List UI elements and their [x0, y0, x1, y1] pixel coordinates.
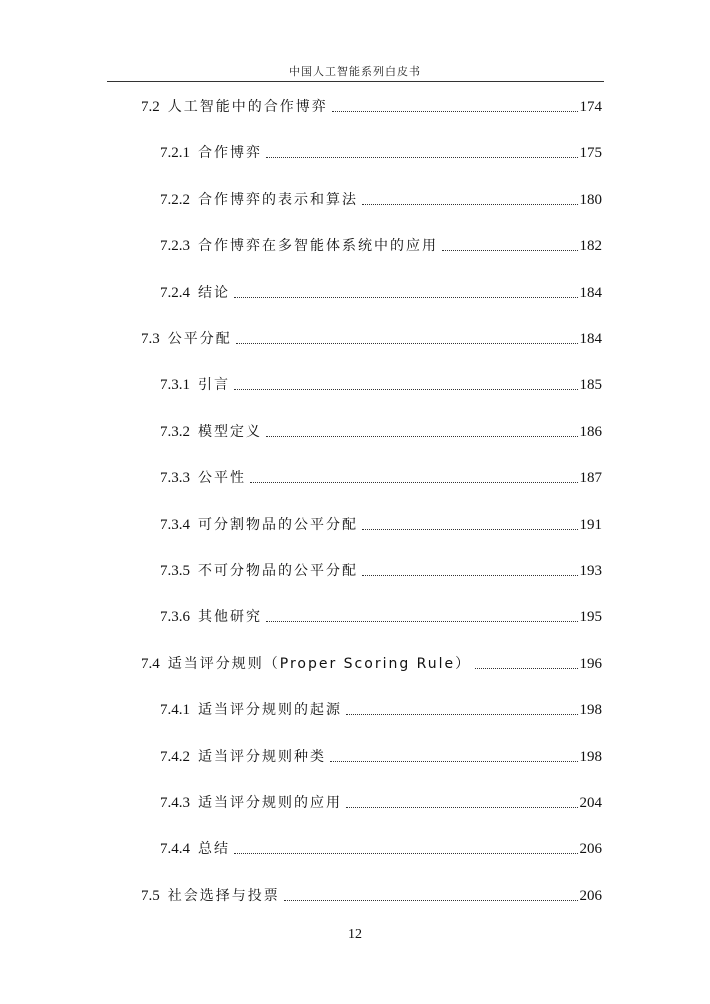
- toc-entry-title: 可分割物品的公平分配: [198, 516, 358, 533]
- toc-entry-number: 7.3.6: [160, 609, 190, 626]
- toc-entry-7-2-4[interactable]: [160, 279, 602, 303]
- toc-entry-title: 合作博弈的表示和算法: [198, 191, 358, 208]
- toc-dot-leader: [362, 575, 578, 576]
- toc-entry-number: 7.3.2: [160, 423, 190, 440]
- toc-entry-page: 204: [579, 795, 602, 811]
- toc-entry-page: 180: [579, 191, 602, 208]
- toc-entry-title: 合作博弈: [198, 145, 262, 162]
- toc-entry-page: 195: [579, 609, 602, 626]
- toc-dot-leader: [234, 297, 578, 298]
- toc-entry-number: 7.2: [141, 99, 160, 115]
- toc-entry-title: 适当评分规则的应用: [198, 795, 342, 811]
- toc-entry-page: 175: [579, 145, 602, 162]
- toc-dot-leader: [346, 807, 578, 808]
- toc-entry-7-3-2[interactable]: [160, 418, 602, 442]
- toc-dot-leader: [362, 529, 578, 530]
- toc-entry-number: 7.4.1: [160, 702, 190, 719]
- toc-entry-title: 合作博弈在多智能体系统中的应用: [198, 238, 438, 255]
- toc-dot-leader: [234, 389, 578, 390]
- toc-entry-number: 7.4.4: [160, 841, 190, 858]
- toc-entry-number: 7.3: [141, 331, 160, 347]
- toc-entry-title: 结论: [198, 284, 230, 301]
- toc-entry-number: 7.5: [141, 887, 160, 904]
- toc-entry-7-2-1[interactable]: [160, 139, 602, 163]
- toc-entry-page: 198: [579, 748, 602, 765]
- toc-entry-7-2-2[interactable]: [160, 186, 602, 210]
- toc-entry-title: 引言: [198, 377, 230, 394]
- toc-entry-7-3-4[interactable]: [160, 511, 602, 535]
- toc-dot-leader: [266, 621, 578, 622]
- toc-entry-page: 198: [579, 702, 602, 719]
- toc-entry-number: 7.3.3: [160, 470, 190, 487]
- toc-entry-page: 187: [579, 470, 602, 487]
- toc-entry-7-3-6[interactable]: [160, 603, 602, 627]
- toc-entry-page: 184: [579, 284, 602, 301]
- toc-entry-page: 184: [579, 331, 602, 347]
- toc-entry-7-4-2[interactable]: [160, 743, 602, 767]
- toc-dot-leader: [362, 204, 578, 205]
- toc-entry-7-4-3[interactable]: [160, 789, 602, 813]
- toc-entry-number: 7.4.2: [160, 748, 190, 765]
- toc-dot-leader: [284, 900, 578, 901]
- toc-entry-title: 不可分物品的公平分配: [198, 563, 358, 579]
- toc-entry-number: 7.3.4: [160, 516, 190, 533]
- toc-entry-number: 7.2.1: [160, 145, 190, 162]
- toc-entry-number: 7.4.3: [160, 795, 190, 811]
- toc-entry-7-2[interactable]: [141, 93, 602, 117]
- toc-entry-number: 7.3.5: [160, 563, 190, 579]
- toc-dot-leader: [442, 250, 578, 251]
- toc-dot-leader: [266, 436, 578, 437]
- toc-entry-title: 人工智能中的合作博弈: [167, 99, 328, 115]
- toc-entry-page: 182: [579, 238, 602, 255]
- toc-dot-leader: [236, 343, 578, 344]
- toc-entry-page: 206: [579, 841, 602, 858]
- toc-dot-leader: [330, 761, 578, 762]
- toc-entry-page: 193: [579, 563, 602, 579]
- toc-dot-leader: [332, 111, 578, 112]
- toc-entry-title: 模型定义: [198, 423, 262, 440]
- toc-dot-leader: [266, 157, 578, 158]
- toc-dot-leader: [346, 714, 578, 715]
- toc-entry-page: 191: [579, 516, 602, 533]
- toc-dot-leader: [250, 482, 578, 483]
- header-divider: [107, 81, 604, 82]
- toc-entry-page: 186: [579, 423, 602, 440]
- toc-entry-page: 206: [579, 887, 602, 904]
- toc-entry-title: 总结: [198, 841, 230, 858]
- running-header: 中国人工智能系列白皮书: [289, 65, 421, 78]
- toc-entry-number: 7.2.2: [160, 191, 190, 208]
- toc-entry-7-4-1[interactable]: [160, 696, 602, 720]
- toc-entry-7-3-5[interactable]: [160, 557, 602, 581]
- toc-entry-7-5[interactable]: [141, 882, 602, 906]
- toc-entry-7-4-4[interactable]: [160, 835, 602, 859]
- toc-entry-title: 适当评分规则（Proper Scoring Rule）: [167, 655, 472, 672]
- toc-entry-page: 174: [579, 99, 602, 115]
- toc-entry-page: 196: [579, 655, 602, 672]
- toc-entry-number: 7.3.1: [160, 377, 190, 394]
- toc-entry-title: 公平性: [198, 470, 246, 487]
- toc-entry-title: 其他研究: [198, 609, 262, 626]
- toc-entry-7-2-3[interactable]: [160, 232, 602, 256]
- toc-entry-title: 公平分配: [167, 331, 232, 347]
- toc-entry-title: 适当评分规则种类: [198, 748, 326, 765]
- toc-dot-leader: [475, 668, 577, 669]
- toc-entry-page: 185: [579, 377, 602, 394]
- toc-entry-7-3-3[interactable]: [160, 464, 602, 488]
- toc-entry-number: 7.2.3: [160, 238, 190, 255]
- toc-entry-7-4[interactable]: [141, 650, 602, 674]
- toc-entry-title: 适当评分规则的起源: [198, 702, 342, 719]
- toc-dot-leader: [234, 853, 578, 854]
- toc-entry-number: 7.4: [141, 655, 160, 672]
- toc-entry-title: 社会选择与投票: [167, 887, 280, 904]
- toc-entry-7-3[interactable]: [141, 325, 602, 349]
- page-number: 12: [348, 927, 362, 942]
- toc-entry-number: 7.2.4: [160, 284, 190, 301]
- toc-entry-7-3-1[interactable]: [160, 371, 602, 395]
